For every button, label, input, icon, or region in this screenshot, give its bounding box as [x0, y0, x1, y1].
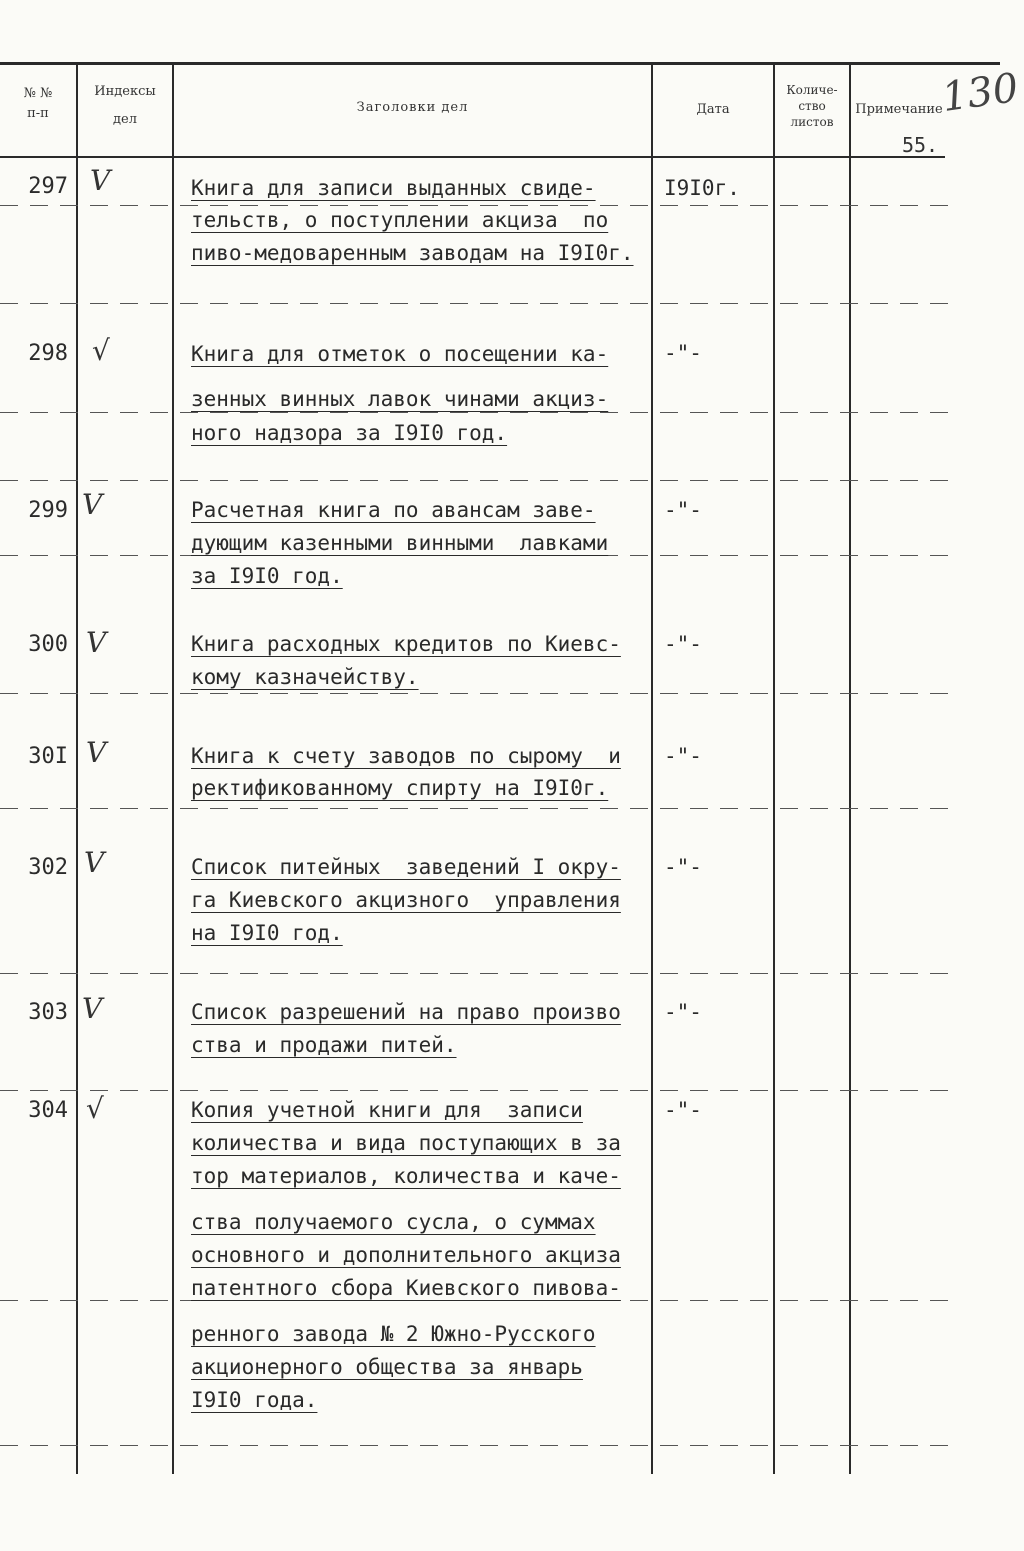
entry-date: -"-: [664, 855, 702, 879]
entry-title-line: Копия учетной книги для записи: [191, 1098, 583, 1122]
entry-title-line: ства получаемого сусла, о суммах: [191, 1210, 596, 1234]
entry-title-line: на I9I0 год.: [191, 921, 343, 945]
entry-title-line: ного надзора за I9I0 год.: [191, 421, 508, 445]
header-bottom-rule: [0, 156, 945, 158]
header-date: Дата: [696, 102, 730, 117]
col-divider-3: [651, 64, 653, 1474]
col-divider-2: [172, 64, 174, 1474]
header-index: Индексы дел: [94, 84, 156, 127]
check-mark: V: [82, 488, 103, 521]
entry-title-line: тор материалов, количества и каче-: [191, 1164, 621, 1188]
row-guide: [0, 1300, 960, 1301]
check-mark: V: [90, 164, 111, 197]
row-guide: [0, 412, 960, 413]
entry-number: 297: [28, 174, 68, 199]
entry-date: -"-: [664, 498, 702, 522]
entry-title-line: за I9I0 год.: [191, 564, 343, 588]
entry-title-line: Книга к счету заводов по сырому и: [191, 744, 621, 768]
entry-title-line: ренного завода № 2 Южно-Русского: [191, 1322, 596, 1346]
entry-date: I9I0г.: [664, 176, 740, 200]
header-title: Заголовки дел: [356, 100, 469, 115]
entry-title-line: дующим казенными винными лавками: [191, 531, 609, 555]
entry-title-line: ства и продажи питей.: [191, 1033, 457, 1057]
check-mark: V: [84, 846, 105, 879]
page-number: 55.: [901, 133, 939, 157]
entry-title-line: ректификованному спирту на I9I0г.: [191, 776, 609, 800]
entry-number: 303: [28, 1000, 68, 1025]
row-guide: [0, 555, 960, 556]
row-guide: [0, 1090, 960, 1091]
header-note: Примечание: [855, 102, 943, 117]
folio-number: 130: [939, 64, 1022, 122]
entry-title-line: основного и дополнительного акциза: [191, 1243, 621, 1267]
entry-title-line: зенных винных лавок чинами акциз-: [191, 387, 609, 411]
entry-number: 304: [28, 1098, 68, 1123]
entry-title-line: пиво-медоваренным заводам на I9I0г.: [191, 241, 634, 265]
entry-date: -"-: [664, 1000, 702, 1024]
row-guide: [0, 480, 960, 481]
header-num: № № п-п: [23, 86, 53, 121]
entry-title-line: Книга для отметок о посещении ка-: [191, 342, 609, 366]
check-mark: √: [86, 1092, 104, 1125]
header-count: Количе- ство листов: [786, 83, 838, 130]
entry-title-line: Список разрешений на право произво: [191, 1000, 621, 1024]
entry-title-line: Список питейных заведений I окру-: [191, 855, 621, 879]
entry-date: -"-: [664, 341, 702, 365]
entry-title-line: Книга для записи выданных свиде-: [191, 176, 596, 200]
entry-title-line: тельств, о поступлении акциза по: [191, 208, 609, 232]
entry-number: 300: [28, 632, 68, 657]
entry-title-line: га Киевского акцизного управления: [191, 888, 621, 912]
entry-title-line: патентного сбора Киевского пивова-: [191, 1276, 621, 1300]
entry-title-line: Расчетная книга по авансам заве-: [191, 498, 596, 522]
entry-number: 298: [28, 341, 68, 366]
col-divider-4: [773, 64, 775, 1474]
row-guide: [0, 973, 960, 974]
check-mark: V: [86, 626, 107, 659]
check-mark: V: [82, 992, 103, 1025]
entry-title-line: количества и вида поступающих в за: [191, 1131, 621, 1155]
row-guide: [0, 1445, 960, 1446]
entry-date: -"-: [664, 1098, 702, 1122]
check-mark: V: [86, 736, 107, 769]
entry-title-line: I9I0 года.: [191, 1388, 318, 1412]
entry-date: -"-: [664, 744, 702, 768]
row-guide: [0, 693, 960, 694]
entry-title-line: кому казначейству.: [191, 665, 419, 689]
entry-number: 302: [28, 855, 68, 880]
entry-date: -"-: [664, 632, 702, 656]
row-guide: [0, 808, 960, 809]
col-divider-1: [76, 64, 78, 1474]
check-mark: √: [92, 334, 110, 367]
row-guide: [0, 303, 960, 304]
entry-title-line: акционерного общества за январь: [191, 1355, 583, 1379]
entry-title-line: Книга расходных кредитов по Киевс-: [191, 632, 621, 656]
entry-number: 299: [28, 498, 68, 523]
row-guide: [0, 205, 960, 206]
entry-number: 30I: [28, 744, 68, 769]
col-divider-5: [849, 64, 851, 1474]
